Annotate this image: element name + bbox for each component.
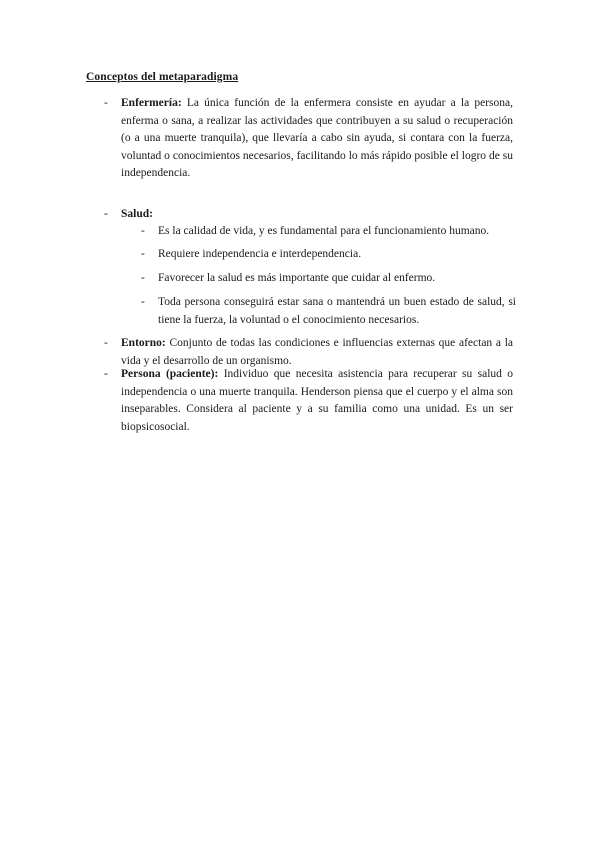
persona-definition: Individuo que necesita asistencia para recuperar su salud o independencia o una muerte tranquila. Henderson piensa que el cuerpo y el alma son inseparables. Considera al paciente y a su familia como una unidad. Es un ser biopsicosocial. <box>121 368 513 433</box>
persona-term: Persona (paciente): <box>121 368 219 380</box>
salud-point: Toda persona conseguirá estar sana o mantendrá un buen estado de salud, si tiene la fuerza, la voluntad o el conocimiento necesarios. <box>158 296 516 326</box>
enfermeria-paragraph <box>121 95 513 183</box>
salud-paragraph <box>121 206 513 224</box>
salud-point: Requiere independencia e interdependencia. <box>158 248 362 260</box>
sub-bullet-dash: - <box>141 225 145 237</box>
salud-point: Favorecer la salud es más importante que cuidar al enfermo. <box>158 272 436 284</box>
sub-bullet-dash: - <box>141 272 145 284</box>
sub-bullet-dash: - <box>141 296 145 308</box>
entorno-definition: Conjunto de todas las condiciones e influencias externas que afectan a la vida y el desarrollo de un organismo. <box>121 337 513 367</box>
entorno-term: Entorno: <box>121 337 166 349</box>
page-title: Conceptos del metaparadigma <box>86 71 239 83</box>
persona-paragraph <box>121 366 513 436</box>
salud-term: Salud: <box>121 208 153 220</box>
bullet-dash: - <box>104 208 108 220</box>
bullet-dash: - <box>104 97 108 109</box>
enfermeria-definition: La única función de la enfermera consiste en ayudar a la persona, enferma o sana, a realizar las actividades que contribuyen a su salud o recuperación (o a una muerte tranquila), que llevaría a cabo sin ayuda, si contara con la fuerza, voluntad o conocimientos necesarios, facilitando lo más rápido posible el logro de su independencia. <box>121 97 513 179</box>
entorno-paragraph <box>121 335 513 370</box>
bullet-dash: - <box>104 368 108 380</box>
salud-point: Es la calidad de vida, y es fundamental para el funcionamiento humano. <box>158 225 490 237</box>
enfermeria-term: Enfermería: <box>121 97 182 109</box>
bullet-dash: - <box>104 337 108 349</box>
sub-bullet-dash: - <box>141 248 145 260</box>
